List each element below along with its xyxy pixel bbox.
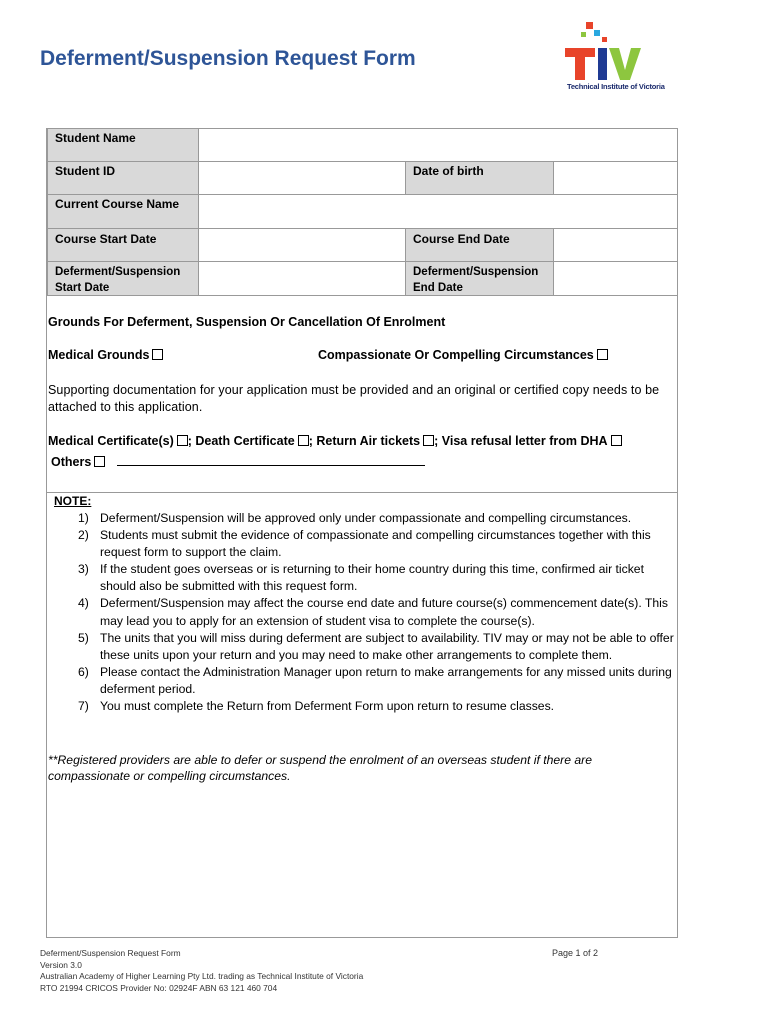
page-number: Page 1 of 2 <box>552 948 599 958</box>
current-course-label: Current Course Name <box>47 194 199 229</box>
note-number: 7) <box>78 699 89 714</box>
supporting-doc-text: Supporting documentation for your application must be provided and an original or certified copy needs to be attached to this application. <box>48 383 660 414</box>
note-text: The units that you will miss during deferment are subject to availability. TIV may or may not be able to offer these units upon your return and you may need to make other arrangements to complete them. <box>100 630 674 662</box>
deferment-end-line2: End Date <box>413 282 463 294</box>
list-item <box>54 698 674 715</box>
footer-form-name: Deferment/Suspension Request Form <box>40 948 181 958</box>
registered-providers-footnote: **Registered providers are able to defer or suspend the enrolment of an overseas student if there are compassionate or compelling circumstances. <box>48 753 593 783</box>
footer-company: Australian Academy of Higher Learning Pty Ltd. trading as Technical Institute of Victoria <box>40 971 364 982</box>
deferment-start-line2: Start Date <box>55 282 110 294</box>
footer-registration: RTO 21994 CRICOS Provider No: 02924F ABN 63 121 460 704 <box>40 982 278 993</box>
note-number: 1) <box>78 511 89 525</box>
date-of-birth-label: Date of birth <box>405 161 554 195</box>
student-id-field[interactable] <box>198 161 406 195</box>
return-air-label: ; Return Air tickets <box>308 434 421 448</box>
list-item <box>54 664 674 698</box>
documents-row <box>48 434 622 448</box>
list-item <box>54 595 674 629</box>
visa-refusal-label: ; Visa refusal letter from DHA <box>434 434 608 448</box>
course-start-date-field[interactable] <box>198 228 406 262</box>
note-number: 4) <box>78 596 89 611</box>
note-number: 2) <box>78 528 89 543</box>
current-course-field[interactable] <box>198 194 678 229</box>
course-start-date-label: Course Start Date <box>47 228 199 262</box>
compassionate-label: Compassionate Or Compelling Circumstances <box>318 348 594 362</box>
others-row <box>51 455 425 469</box>
form-title: Deferment/Suspension Request Form <box>40 47 416 70</box>
grounds-heading: Grounds For Deferment, Suspension Or Cancellation Of Enrolment <box>48 315 446 329</box>
note-heading: NOTE: <box>54 494 92 508</box>
note-number: 6) <box>78 664 89 679</box>
medical-grounds-label: Medical Grounds <box>48 348 150 362</box>
compassionate-checkbox[interactable] <box>597 349 608 360</box>
compassionate-grounds <box>318 348 608 362</box>
student-name-label: Student Name <box>47 128 199 162</box>
deferment-start-line1: Deferment/Suspension <box>55 266 181 278</box>
others-label: Others <box>51 455 92 469</box>
note-list <box>54 510 674 715</box>
death-certificate-checkbox[interactable] <box>298 435 309 446</box>
course-end-date-field[interactable] <box>553 228 678 262</box>
student-name-field[interactable] <box>198 128 678 162</box>
note-text: Deferment/Suspension may affect the course end date and future course(s) commencement date(s). This may lead you to apply for an extension of student visa to complete the course(s). <box>100 596 668 628</box>
list-item <box>54 630 674 664</box>
list-item <box>54 527 674 561</box>
note-text: Please contact the Administration Manager upon return to make arrangements for any missed units during deferment period. <box>100 664 672 696</box>
medical-grounds-checkbox[interactable] <box>152 349 163 360</box>
date-of-birth-field[interactable] <box>553 161 678 195</box>
course-end-date-label: Course End Date <box>405 228 554 262</box>
death-certificate-label: ; Death Certificate <box>187 434 295 448</box>
list-item <box>54 561 674 595</box>
list-item <box>54 510 674 527</box>
medical-grounds <box>48 348 163 362</box>
student-id-label: Student ID <box>47 161 199 195</box>
medical-certificate-label: Medical Certificate(s) <box>48 434 174 448</box>
footer-version: Version 3.0 <box>40 959 82 970</box>
note-text: Deferment/Suspension will be approved only under compassionate and compelling circumstances. <box>100 511 632 525</box>
deferment-end-field[interactable] <box>553 261 678 296</box>
return-air-checkbox[interactable] <box>423 435 434 446</box>
medical-certificate-checkbox[interactable] <box>177 435 188 446</box>
note-number: 3) <box>78 562 89 577</box>
deferment-start-label <box>47 261 199 296</box>
visa-refusal-checkbox[interactable] <box>611 435 622 446</box>
deferment-end-label <box>405 261 554 296</box>
note-text: If the student goes overseas or is returning to their home country during this time, confirmed air ticket should also be submitted with this request form. <box>100 562 644 594</box>
others-checkbox[interactable] <box>94 456 105 467</box>
note-text: Students must submit the evidence of compassionate and compelling circumstances together with this request form to support the claim. <box>100 528 651 560</box>
note-number: 5) <box>78 630 89 645</box>
logo-subtitle: Technical Institute of Victoria <box>567 82 665 91</box>
deferment-start-field[interactable] <box>198 261 406 296</box>
note-text: You must complete the Return from Deferment Form upon return to resume classes. <box>100 699 555 714</box>
others-input-line[interactable] <box>117 455 425 466</box>
deferment-end-line1: Deferment/Suspension <box>413 266 539 278</box>
page-footer <box>40 948 363 994</box>
